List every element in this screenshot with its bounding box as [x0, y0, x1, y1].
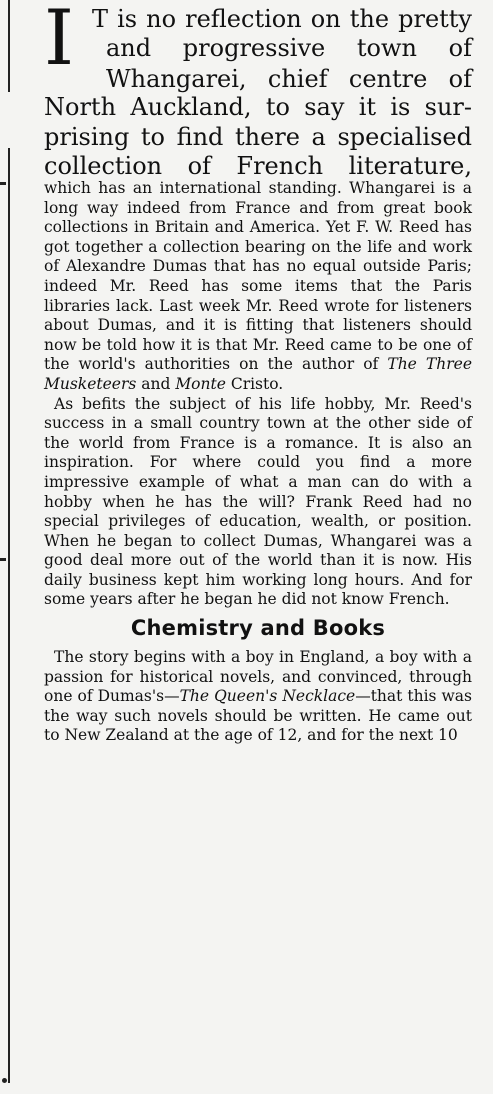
article-lede: [44, 0, 472, 187]
book-title: Monte: [175, 374, 226, 393]
lede-line: and progressive town of: [106, 34, 472, 62]
section-subheading: Chemistry and Books: [130, 616, 386, 641]
paragraph-text: —that this was the way such novels should be written. He came out to New Zealand at the age of 12, and for the next 10: [44, 687, 472, 745]
paragraph-story: [44, 648, 472, 746]
paragraph-intro: [44, 179, 472, 395]
rule-tick: [0, 558, 6, 561]
lede-line: T is no reflection on the pretty: [92, 5, 472, 33]
paragraph-text: Cristo.: [225, 374, 284, 393]
paragraph-text: and: [136, 374, 176, 393]
page-margin: [0, 1088, 493, 1094]
column-rule-top: [8, 0, 10, 92]
paragraph-text: The story begins with a boy in England, a boy with a passion for historical novels, and convinced, through one of Dumas's—: [44, 648, 472, 706]
article-column: [44, 0, 472, 746]
column-rule: [8, 148, 10, 1083]
lede-line: prising to find there a specialised: [44, 123, 472, 151]
book-title: The Three Musketeers: [44, 355, 472, 393]
drop-cap: I: [44, 0, 75, 82]
lede-line: collection of French literature,: [44, 152, 472, 180]
paragraph-text: which has an international standing. Whangarei is a long way indeed from France and from great book collections in Britain and America. Yet F. W. Reed has got together a collection bearing on the life and work of Alexandre Dumas that has no equal outside Paris; indeed Mr. Reed has some items that the Paris libraries lack. Last week Mr. Reed wrote for listeners about Dumas, and it is fitting that listeners should now be told how it is that Mr. Reed came to be one of the world's authorities on the author of: [44, 179, 472, 374]
paragraph-hobby: As befits the subject of his life hobby, Mr. Reed's success in a small country town at the other side of the world from France is a romance. It is also an inspiration. For where could you find a more impressive example of what a man can do with a hobby when he has the will? Frank Reed had no special privileges of education, wealth, or position. When he began to collect Dumas, Whangarei was a good deal more out of the world than it is now. His daily business kept him working long hours. And for some years after he began he did not know French.: [44, 394, 472, 609]
rule-tick: [0, 182, 6, 185]
book-title: The Queen's Necklace: [179, 687, 356, 706]
lede-line: Whangarei, chief centre of: [106, 65, 472, 93]
lede-line: North Auckland, to say it is sur-: [44, 93, 472, 121]
rule-dot: [2, 1078, 7, 1083]
